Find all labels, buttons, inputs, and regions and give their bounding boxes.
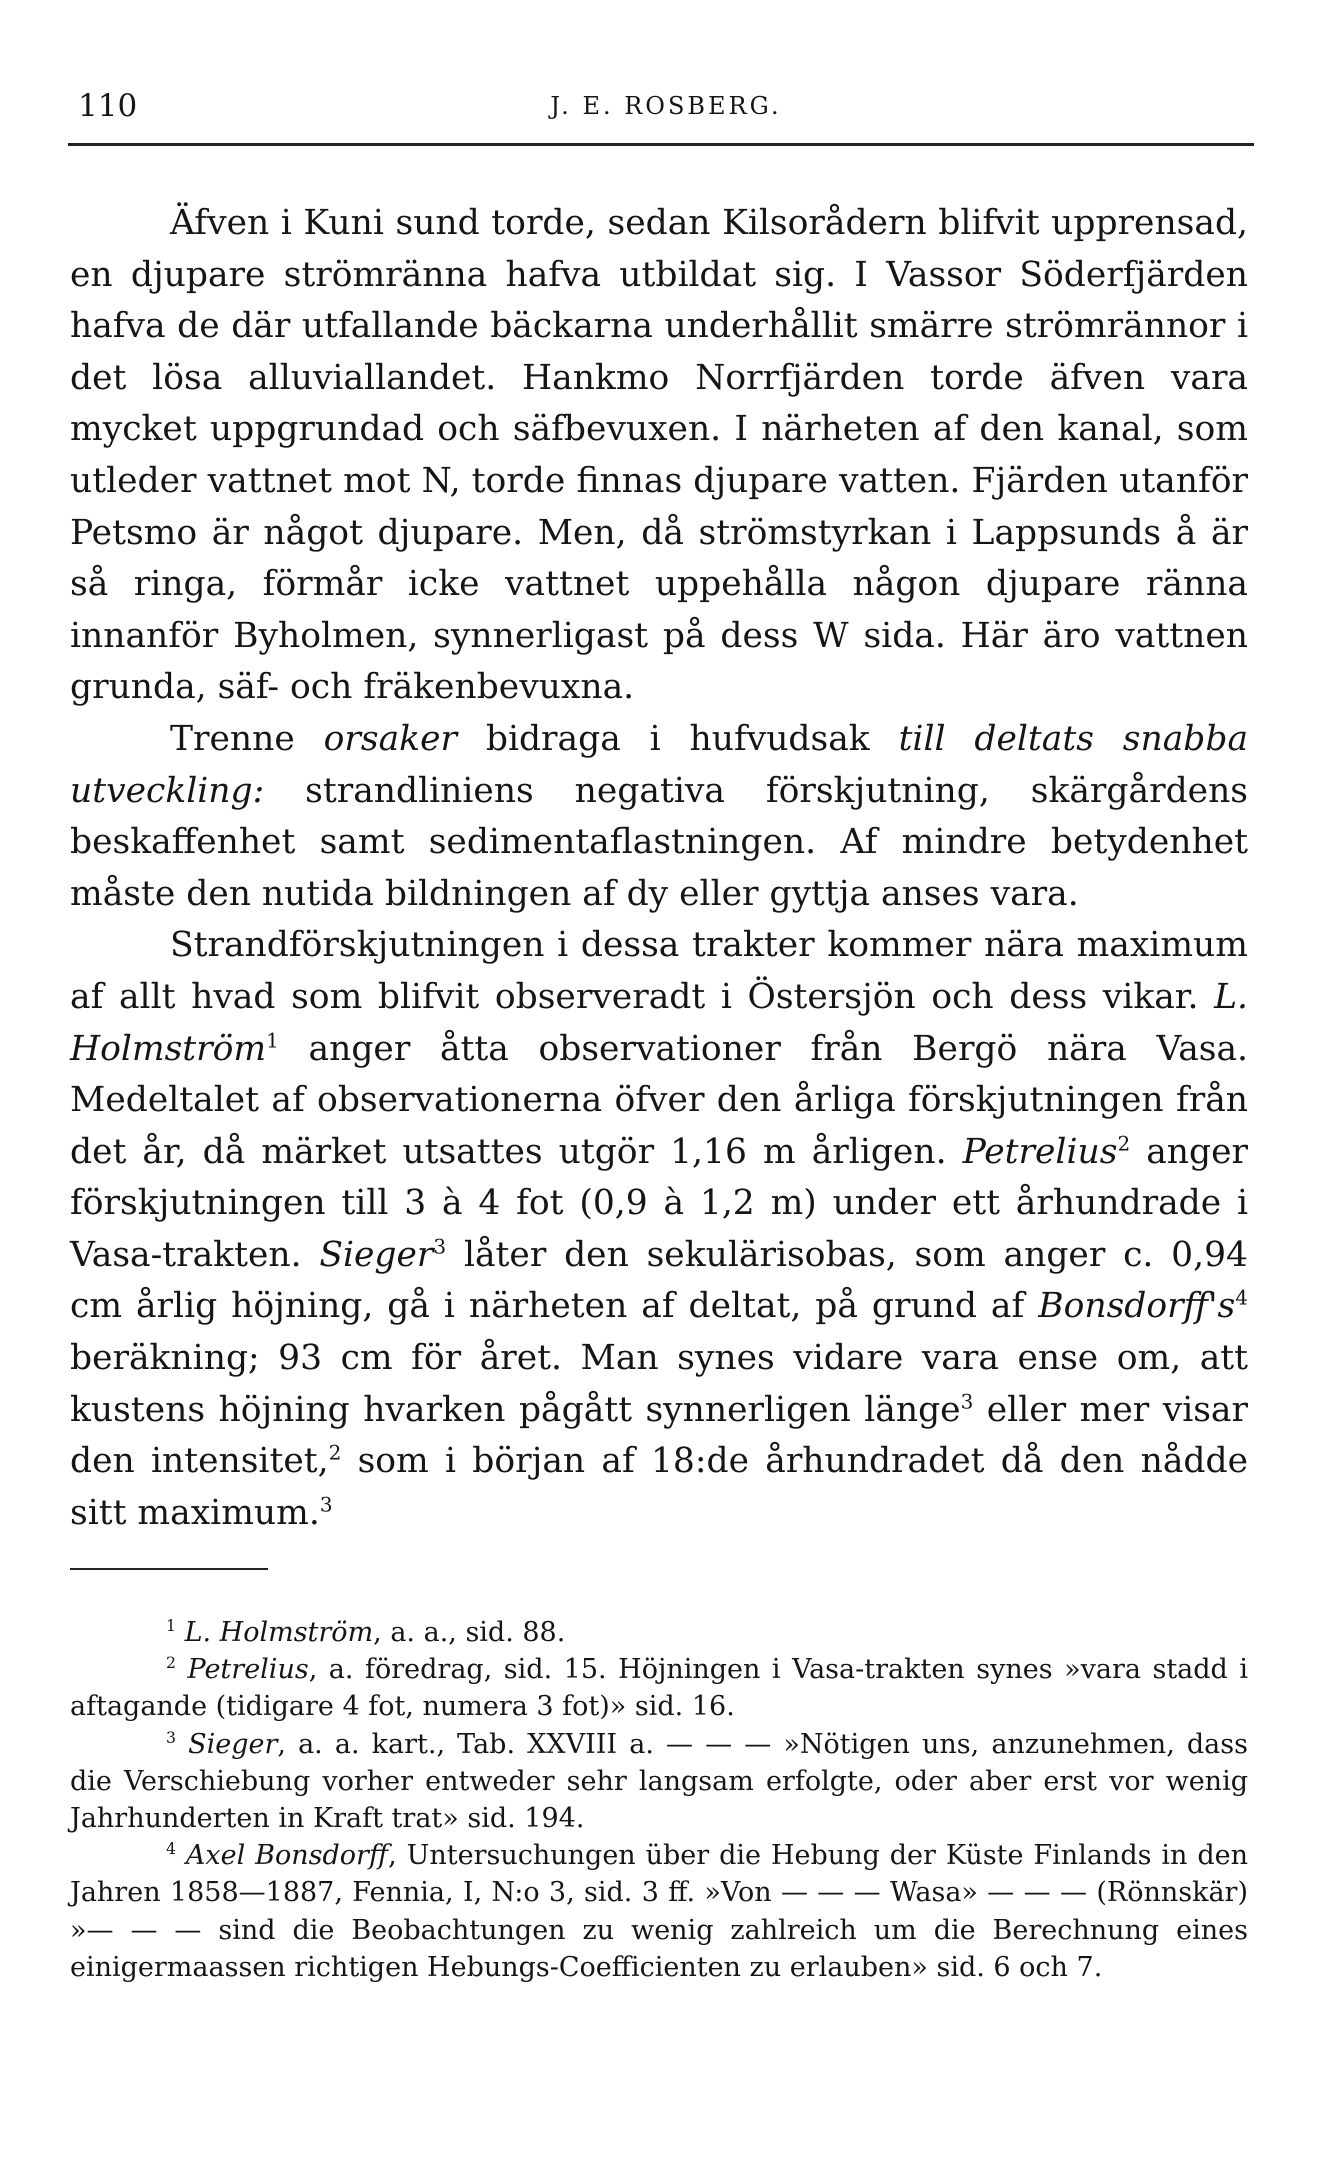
author-name: L. Holmström bbox=[184, 1617, 374, 1648]
page-number: 110 bbox=[78, 88, 138, 124]
footnote-2: $^2$ Petrelius, a. föredrag, sid. 15. Höjningen i Vasa-trakten synes »vara stadd i aftagande (tidigare 4 fot, numera 3 fot)» sid. 16. bbox=[70, 1653, 1248, 1723]
footnote-ref: 2 bbox=[328, 1440, 342, 1465]
footnote-ref: 2 bbox=[1117, 1131, 1131, 1156]
author-name: Axel Bonsdorff bbox=[185, 1840, 389, 1872]
running-head: J. E. ROSBERG. bbox=[550, 92, 782, 120]
footnote-1: $^1$ L. Holmström, a. a., sid. 88. bbox=[166, 1616, 566, 1648]
paragraph-2: Trenne orsaker bidraga i hufvudsak till deltats snabba utveckling: strandliniens negativa förskjutning, skärgårdens beskaffenhet samt sedimentaflastningen. Af mindre betydenhet måste den nutida bildningen af dy eller gyttja anses vara. bbox=[70, 718, 1249, 914]
emphasis: till deltats snabba utveckling: bbox=[70, 718, 1249, 811]
footnote-ref: 3 bbox=[960, 1389, 974, 1414]
author-name: Petrelius bbox=[187, 1654, 309, 1686]
footnote-rule bbox=[70, 1568, 268, 1570]
author-name: Sieger bbox=[319, 1234, 434, 1275]
footnote-4: $^4$ Axel Bonsdorff, Untersuchungen über die Hebung der Küste Finlands in den Jahren 1858—1887, Fennia, I, N:o 3, sid. 3 ff. »Von — — — Wasa» — — — (Rönnskär) »— — — sind die Beobachtungen zu wenig zahlreich um die Berechnung eines einigermaassen richtigen Hebungs-Coefficienten zu erlauben» sid. 6 och 7. bbox=[70, 1839, 1248, 1983]
paragraph-1: Äfven i Kuni sund torde, sedan Kilsorådern blifvit upprensad, en djupare strömränna hafva utbildat sig. I Vassor Söderfjärden hafva de där utfallande bäckarna underhållit smärre strömrännor i det lösa alluviallandet. Hankmo Norrfjärden torde äfven vara mycket uppgrundad och säfbevuxen. I närheten af den kanal, som utleder vattnet mot N, torde finnas djupare vatten. Fjärden utanför Petsmo är något djupare. Men, då strömstyrkan i Lappsunds å är så ringa, förmår icke vattnet uppehålla någon djupare ränna innanför Byholmen, synnerligast på dess W sida. Här äro vattnen grunda, säf- och fräkenbevuxna. bbox=[70, 203, 1248, 708]
header-rule bbox=[68, 143, 1254, 146]
footnote-mark: 1 bbox=[166, 1616, 176, 1635]
footnote-mark: 2 bbox=[166, 1653, 176, 1673]
footnote-3: $^3$ Sieger, a. a. kart., Tab. XXVIII a. — — — »Nötigen uns, anzunehmen, dass die Verschiebung vorher entweder sehr langsam erfolgte, oder aber erst vor wenig Jahrhunderten in Kraft trat» sid. 194. bbox=[70, 1727, 1248, 1835]
author-name: Sieger bbox=[188, 1728, 278, 1760]
page-header bbox=[78, 88, 1254, 128]
emphasis: orsaker bbox=[323, 718, 457, 759]
footnote-ref: 3 bbox=[319, 1492, 333, 1517]
footnote-mark: 3 bbox=[166, 1727, 176, 1747]
footnote-mark: 4 bbox=[166, 1839, 176, 1859]
footnote-ref: 3 bbox=[433, 1234, 447, 1259]
paragraph-3: Strandförskjutningen i dessa trakter kommer nära maximum af allt hvad som blifvit observeradt i Östersjön och dess vikar. L. Holmström$^1$ anger åtta observationer från Bergö nära Vasa. Medeltalet af observationerna öfver den årliga förskjutningen från det år, då märket utsattes utgör 1,16 m årligen. Petrelius$^2$ anger förskjutningen till 3 à 4 fot (0,9 à 1,2 m) under ett århundrade i Vasa-trakten. Sieger$^3$ låter den sekulärisobas, som anger c. 0,94 cm årlig höjning, gå i närheten af deltat, på grund af $Bonsdorff's^4$ beräkning; 93 cm för året. Man synes vidare vara ense om, att kustens höjning hvarken pågått synnerligen länge$^3$ eller mer visar den intensitet,$^2$ som i början af 18:de århundradet då den nådde sitt maximum.$^3$ bbox=[70, 925, 1248, 1533]
footnote-ref: 4 bbox=[1235, 1285, 1248, 1310]
author-name: Petrelius bbox=[962, 1131, 1118, 1172]
author-name: Bonsdorff's bbox=[1038, 1286, 1236, 1327]
footnotes bbox=[70, 1614, 1248, 1986]
author-name: L. Holmström bbox=[70, 976, 1248, 1069]
footnote-ref: 1 bbox=[266, 1028, 279, 1052]
body-text bbox=[70, 198, 1248, 1539]
